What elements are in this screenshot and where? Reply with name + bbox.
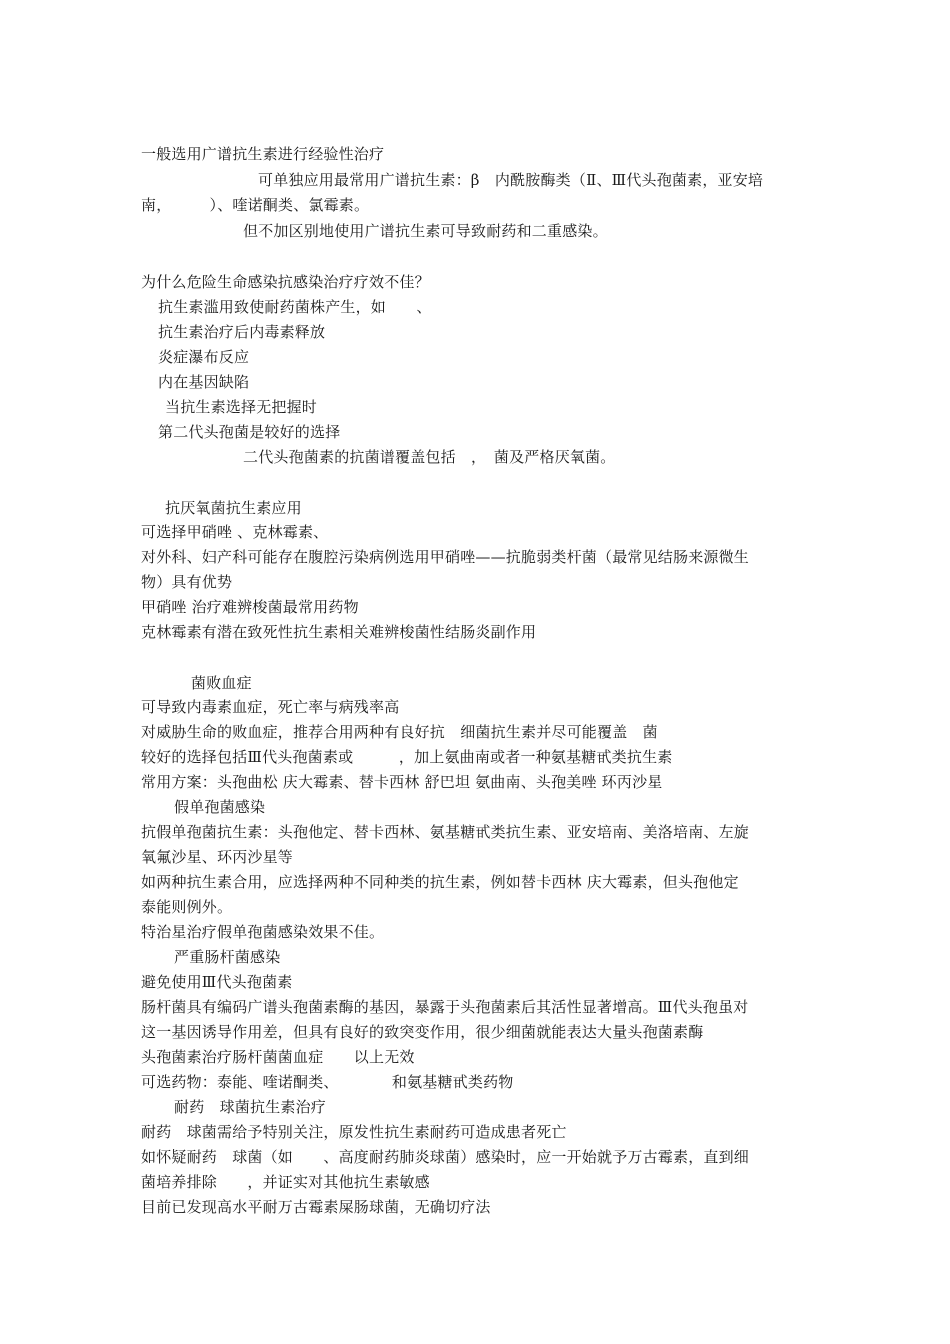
line-anaerobe-heading: 抗厌氧菌抗生素应用 (165, 499, 302, 517)
line-pseudomonas-drugs-cont: 氧氟沙星、环丙沙星等 (141, 848, 294, 866)
line-resistance-warning: 但不加区别地使用广谱抗生素可导致耐药和二重感染。 (243, 222, 608, 240)
line-broad-spectrum-cont: 南， ）、喹诺酮类、氯霉素。 (141, 196, 370, 214)
line-avoid-third-gen: 避免使用Ⅲ代头孢菌素 (141, 973, 293, 991)
line-sepsis-combination: 对威胁生命的败血症，推荐合用两种有良好抗 细菌抗生素并尽可能覆盖 菌 (141, 723, 658, 741)
line-vre-note: 目前已发现高水平耐万古霉素屎肠球菌，无确切疗法 (141, 1198, 491, 1216)
line-broad-spectrum: 可单独应用最常用广谱抗生素：β 内酰胺酶类（Ⅱ、Ⅲ代头孢菌素，亚安培 (258, 171, 764, 189)
line-enterobacter-options: 可选药物：泰能、喹诺酮类、 和氨基糖甙类药物 (141, 1073, 514, 1091)
line-enterobacter-gene-cont: 这一基因诱导作用差，但具有良好的致突变作用，很少细菌就能表达大量头孢菌素酶 (141, 1023, 704, 1041)
line-sepsis-better-choice: 较好的选择包括Ⅲ代头孢菌素或 ，加上氨曲南或者一种氨基糖甙类抗生素 (141, 748, 673, 766)
line-second-gen-coverage: 二代头孢菌素的抗菌谱覆盖包括 ， 菌及严格厌氧菌。 (243, 448, 616, 466)
line-uncertain-choice: 当抗生素选择无把握时 (165, 398, 318, 416)
line-anaerobe-options: 可选择甲硝唑 、克林霉素、 (141, 523, 329, 541)
line-enterobacter-gene: 肠杆菌具有编码广谱头孢菌素酶的基因，暴露于头孢菌素后其活性显著增高。Ⅲ代头孢虽对 (141, 998, 749, 1016)
line-metronidazole-cdiff: 甲硝唑 治疗难辨梭菌最常用药物 (141, 598, 359, 616)
line-clindamycin-risk: 克林霉素有潜在致死性抗生素相关难辨梭菌性结肠炎副作用 (141, 623, 537, 641)
line-reason-1: 抗生素滥用致使耐药菌株产生，如 、 (158, 298, 432, 316)
line-second-gen: 第二代头孢菌是较好的选择 (158, 423, 341, 441)
line-question-heading: 为什么危险生命感染抗感染治疗疗效不佳？ (141, 273, 430, 291)
line-resistant-cocci-heading: 耐药 球菌抗生素治疗 (174, 1098, 327, 1116)
line-tazocin-note: 特治星治疗假单孢菌感染效果不佳。 (141, 923, 385, 941)
line-enterobacter-ineffective: 头孢菌素治疗肠杆菌菌血症 以上无效 (141, 1048, 415, 1066)
line-sepsis-regimens: 常用方案：头孢曲松 庆大霉素、替卡西林 舒巴坦 氨曲南、头孢美唑 环丙沙星 (141, 773, 663, 791)
line-sepsis-heading: 菌败血症 (191, 674, 252, 692)
line-resistant-cocci-vancomycin-cont: 菌培养排除 ，并证实对其他抗生素敏感 (141, 1173, 430, 1191)
line-reason-3: 炎症瀑布反应 (158, 348, 250, 366)
line-metronidazole-surgery: 对外科、妇产科可能存在腹腔污染病例选用甲硝唑——抗脆弱类杆菌（最常见结肠来源微生 (141, 548, 750, 566)
line-sepsis-endotoxin: 可导致内毒素血症，死亡率与病残率高 (141, 698, 400, 716)
line-reason-4: 内在基因缺陷 (158, 373, 250, 391)
line-pseudomonas-combination: 如两种抗生素合用，应选择两种不同种类的抗生素，例如替卡西林 庆大霉素，但头孢他定 (141, 873, 739, 891)
line-resistant-cocci-vancomycin: 如怀疑耐药 球菌（如 、高度耐药肺炎球菌）感染时，应一开始就予万古霉素，直到细 (141, 1148, 750, 1166)
line-empirical-therapy: 一般选用广谱抗生素进行经验性治疗 (141, 145, 385, 163)
line-resistant-cocci-attention: 耐药 球菌需给予特别关注，原发性抗生素耐药可造成患者死亡 (141, 1123, 567, 1141)
line-pseudomonas-combination-cont: 泰能则例外。 (141, 898, 233, 916)
line-metronidazole-surgery-cont: 物）具有优势 (141, 573, 233, 591)
line-enterobacter-heading: 严重肠杆菌感染 (174, 948, 281, 966)
line-pseudomonas-heading: 假单孢菌感染 (174, 798, 266, 816)
line-reason-2: 抗生素治疗后内毒素释放 (158, 323, 326, 341)
line-pseudomonas-drugs: 抗假单孢菌抗生素：头孢他定、替卡西林、氨基糖甙类抗生素、亚安培南、美洛培南、左旋 (141, 823, 750, 841)
